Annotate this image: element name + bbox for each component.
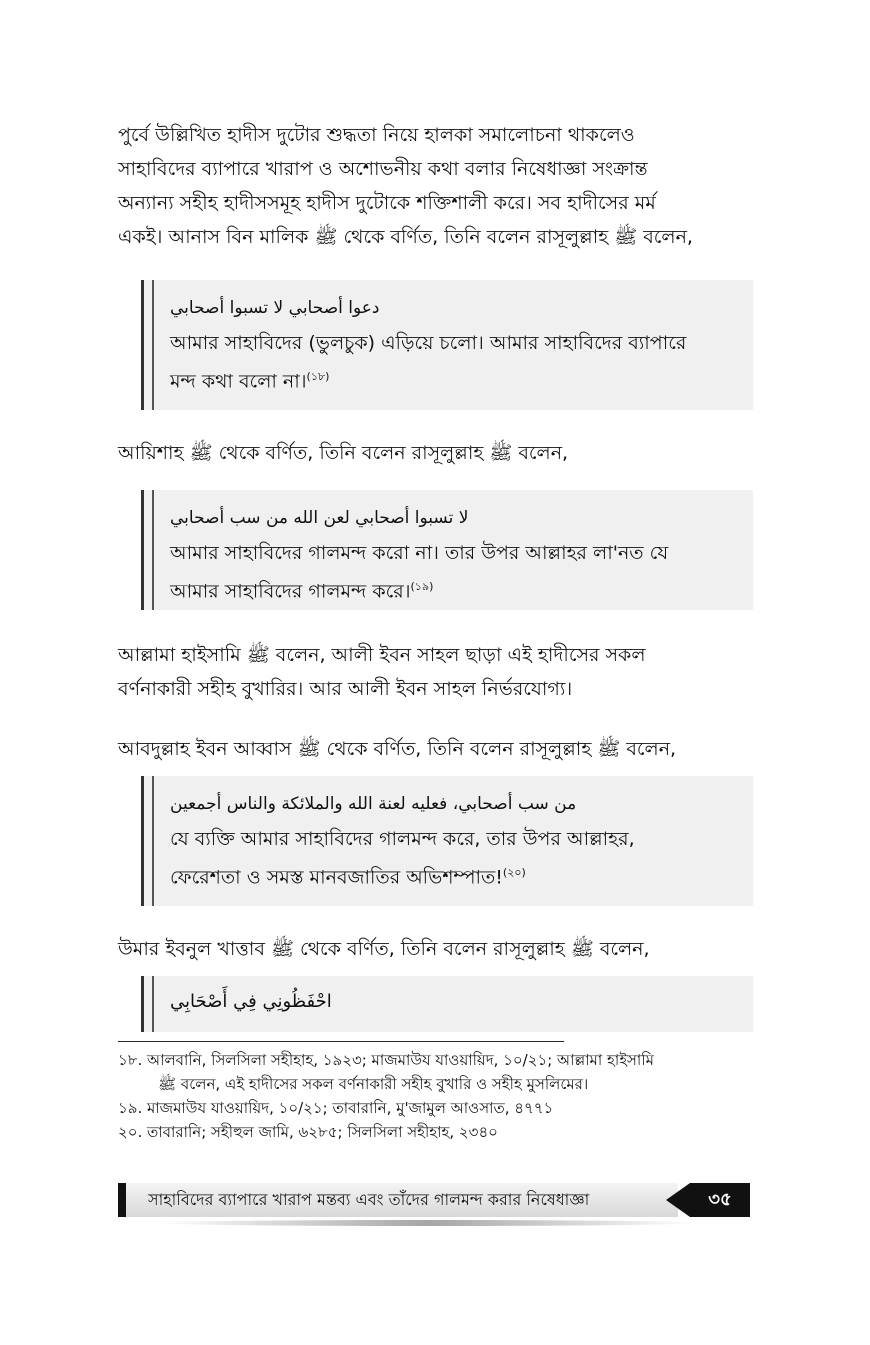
quote2-line-2 [170,570,741,608]
footnotes [118,1048,758,1144]
page-footer [118,1183,750,1219]
footer-arrow-icon [666,1183,690,1217]
quote3-line-2-text: ফেরেশতা ও সমস্ত মানবজাতির অভিশম্পাত! [170,866,503,889]
quote1-line-2 [170,360,741,398]
intro-line-4: একই। আনাস বিন মালিক ﷺ থেকে বর্ণিত, তিনি বলেন রাসূলুল্লাহ ﷺ বলেন, [118,226,693,248]
para3-line-2: বর্ণনাকারী সহীহ বুখারির। আর আলী ইবন সাহল নির্ভরযোগ্য। [118,678,573,700]
footnote-19: ১৯. মাজমাউয যাওয়ায়িদ, ১০/২১; তাবারানি, মু'জামুল আওসাত, ৪৭৭১ [118,1099,554,1117]
quote1-arabic: دعوا أصحابي لا تسبوا أصحابي [170,298,380,318]
hadith-quote-1 [141,280,753,410]
intro-paragraph [118,118,754,254]
quote4-arabic: احْفَظُونِي فِي أَصْحَابِي [170,991,332,1012]
quote2-translation [170,536,741,608]
footnote-ref-18[interactable]: (১৮) [306,370,330,383]
footer-chapter-title: সাহাবিদের ব্যাপারে খারাপ মন্তব্য এবং তাঁদের গালমন্দ করার নিষেধাজ্ঞা [148,1190,590,1209]
quote1-line-1: আমার সাহাবিদের (ভুলচুক) এড়িয়ে চলো। আমার সাহাবিদের ব্যাপারে [170,332,687,354]
footnote-20: ২০. তাবারানি; সহীহুল জামি, ৬২৮৫; সিলসিলা সহীহাহ, ২৩৪০ [118,1123,498,1141]
hadith-quote-3 [141,776,753,906]
para3-line-1: আল্লামা হাইসামি ﷺ বলেন, আলী ইবন সাহল ছাড়া এই হাদীসের সকল [118,644,646,666]
quote3-line-1: যে ব্যক্তি আমার সাহাবিদের গালমন্দ করে, তার উপর আল্লাহর, [170,828,635,850]
quote2-line-2-text: আমার সাহাবিদের গালমন্দ করে। [170,580,411,603]
quote1-line-2-text: মন্দ কথা বলো না। [170,370,307,393]
intro4-line: উমার ইবনুল খাত্তাব ﷺ থেকে বর্ণিত, তিনি বলেন রাসূলুল্লাহ ﷺ বলেন, [118,938,650,960]
footnote-ref-20[interactable]: (২০) [502,866,526,879]
para3-paragraph [118,638,754,706]
hadith-quote-2 [141,490,753,610]
quote2-arabic: لا تسبوا أصحابي لعن الله من سب أصحابي [170,508,469,528]
intro3-line: আবদুল্লাহ ইবন আব্বাস ﷺ থেকে বর্ণিত, তিনি বলেন রাসূলুল্লাহ ﷺ বলেন, [118,738,677,760]
intro4-paragraph [118,932,754,966]
hadith-quote-4 [141,976,753,1032]
intro2-line: আয়িশাহ ﷺ থেকে বর্ণিত, তিনি বলেন রাসূলুল্লাহ ﷺ বলেন, [118,442,569,464]
quote2-line-1: আমার সাহাবিদের গালমন্দ করো না। তার উপর আল্লাহর লা'নত যে [170,542,669,564]
quote1-translation [170,326,741,398]
quote3-line-2 [170,856,741,894]
intro-line-3: অন্যান্য সহীহ হাদীসসমূহ হাদীস দুটোকে শক্তিশালী করে। সব হাদীসের মর্ম [118,192,656,214]
footnote-18-line-1: ১৮. আলবানি, সিলসিলা সহীহাহ, ১৯২৩; মাজমাউয যাওয়ায়িদ, ১০/২১; আল্লামা হাইসামি [118,1051,654,1069]
intro2-paragraph [118,436,754,470]
intro-line-1: পুর্বে উল্লিখিত হাদীস দুটোর শুদ্ধতা নিয়ে হালকা সমালোচনা থাকলেও [118,124,635,146]
footnote-divider [118,1041,564,1042]
page-number: ৩৫ [690,1183,750,1217]
quote3-arabic: من سب أصحابي، فعليه لعنة الله والملائكة والناس أجمعين [170,794,577,814]
footnote-18-line-2: ﷺ বলেন, এই হাদীসের সকল বর্ণনাকারী সহীহ বুখারি ও সহীহ মুসলিমের। [158,1075,589,1093]
footnote-ref-19[interactable]: (১৯) [410,580,434,593]
quote3-translation [170,822,741,894]
intro3-paragraph [118,732,754,766]
intro-line-2: সাহাবিদের ব্যাপারে খারাপ ও অশোভনীয় কথা বলার নিষেধাজ্ঞা সংক্রান্ত [118,158,648,180]
footer-shadow [158,1220,698,1226]
